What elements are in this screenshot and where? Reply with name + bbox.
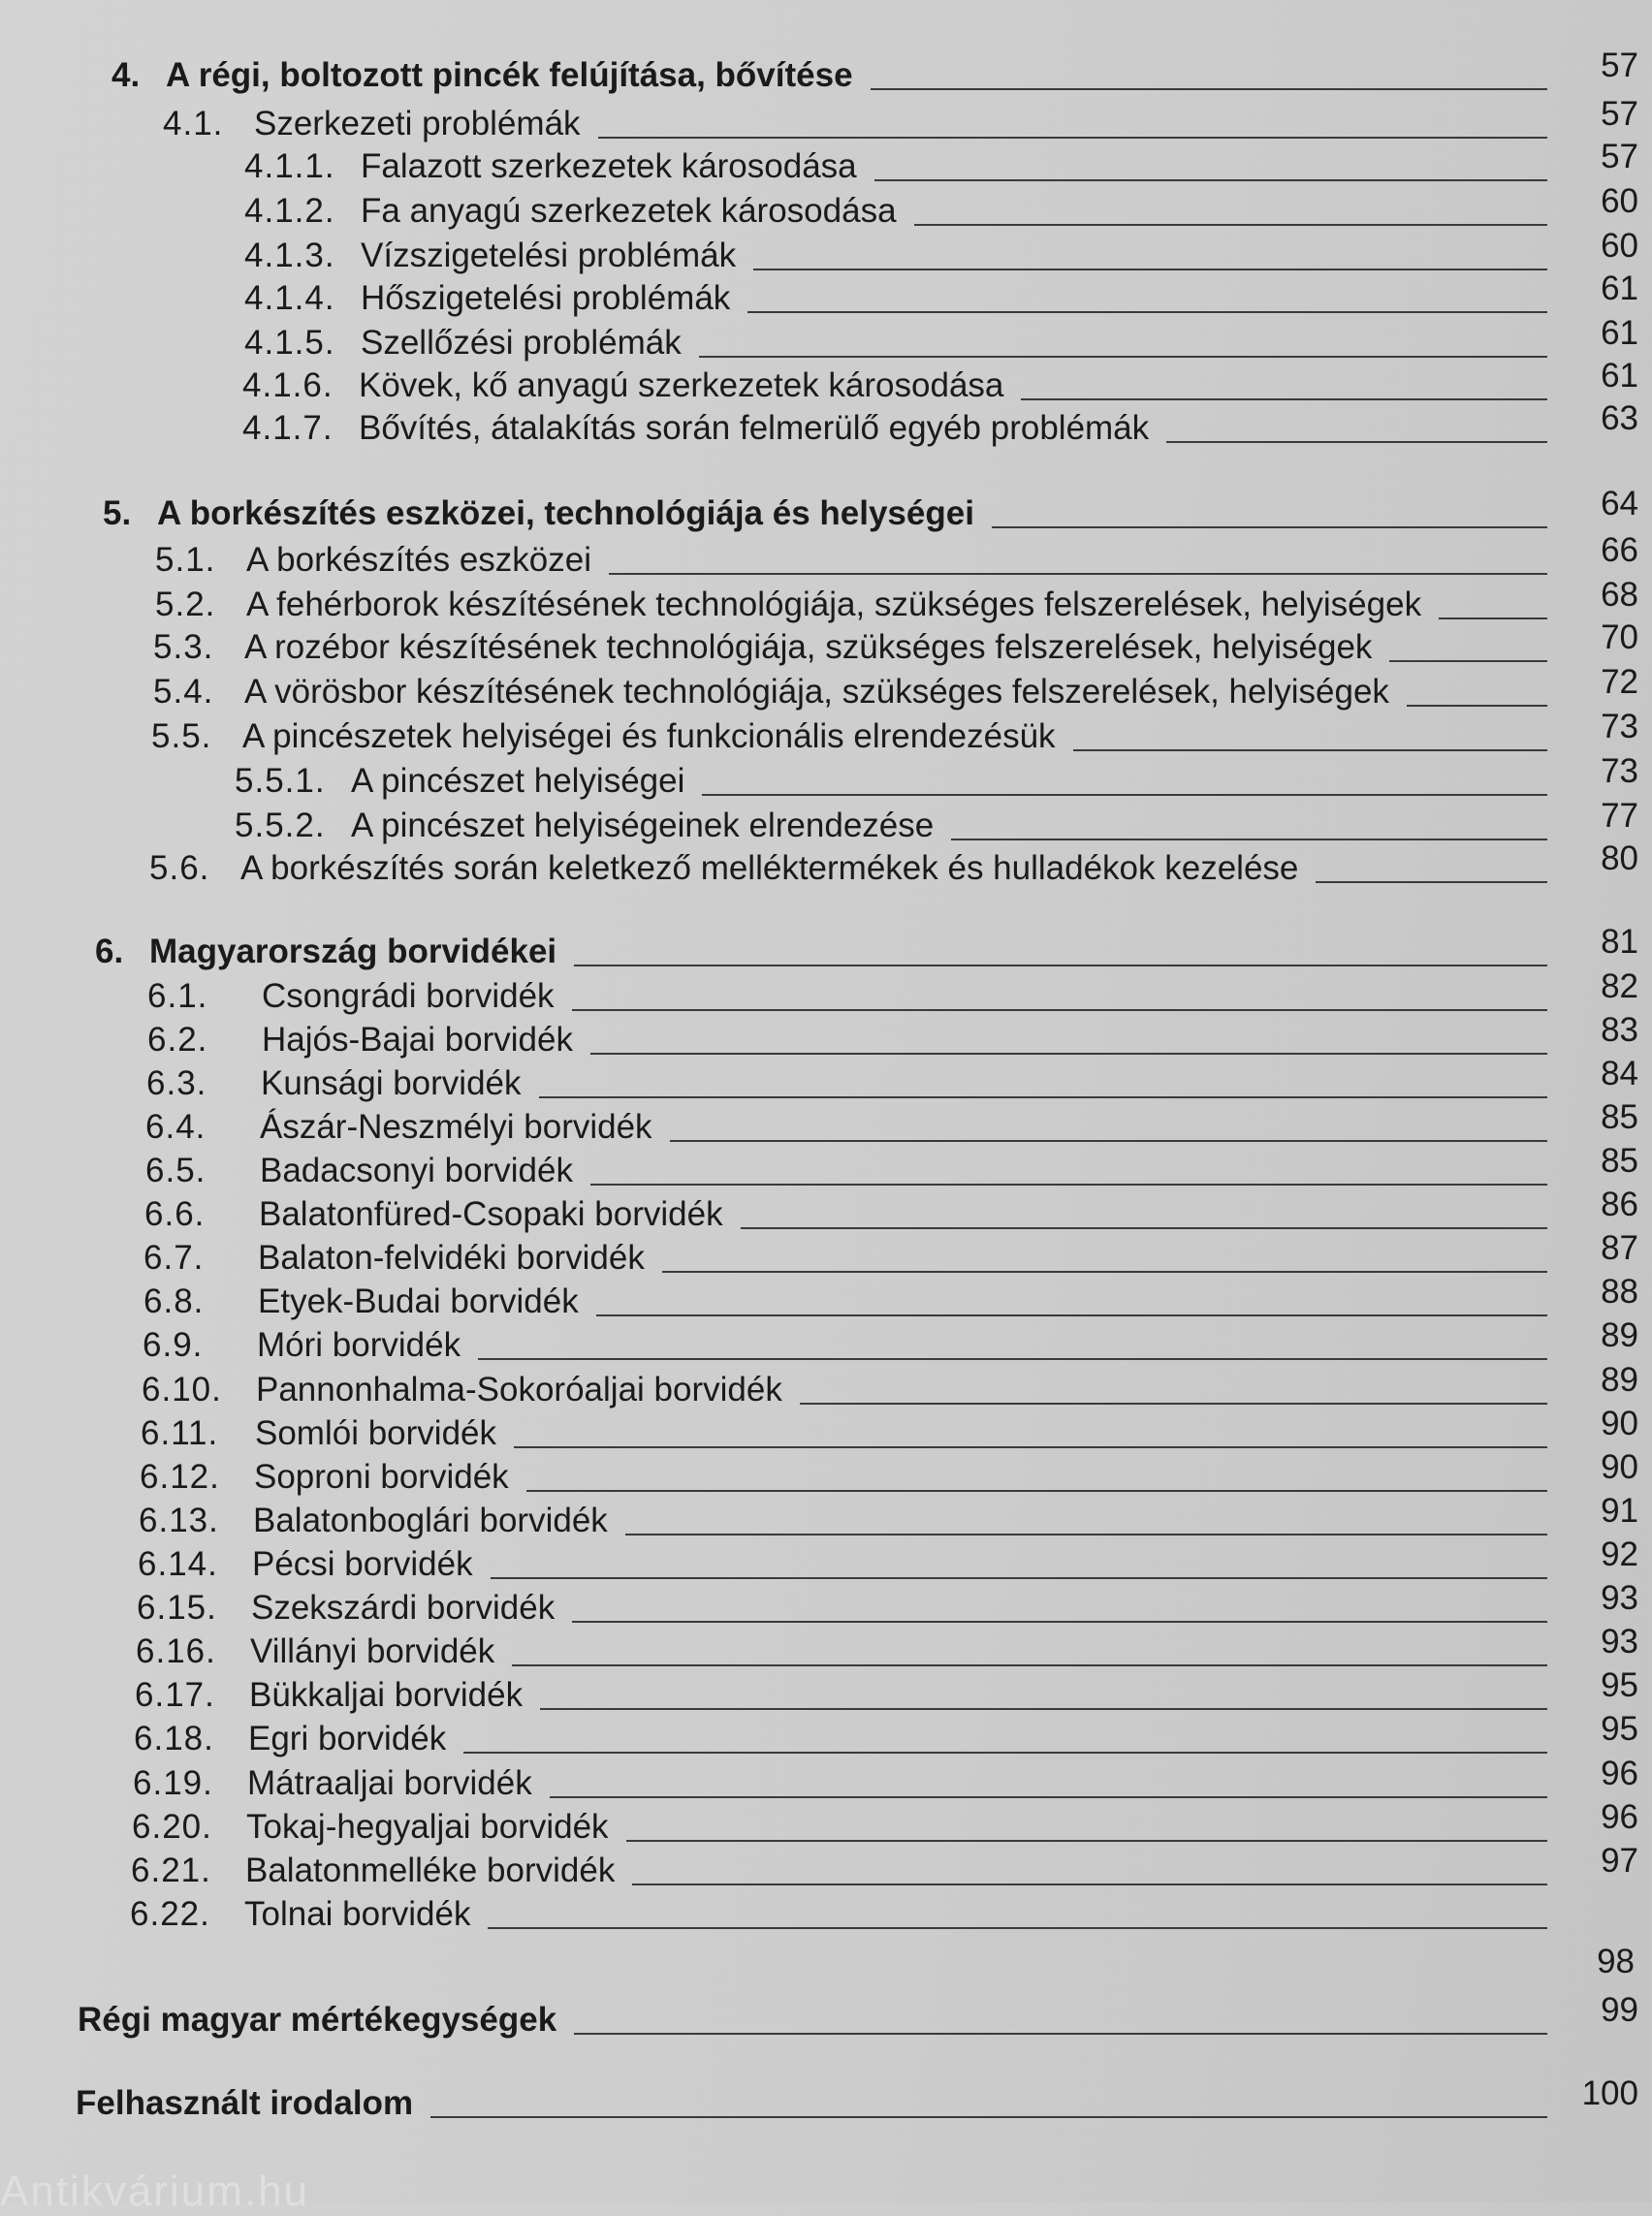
toc-number: 4.1.2. xyxy=(244,192,335,230)
toc-title: Magyarország borvidékei xyxy=(149,933,557,970)
toc-page: 85 xyxy=(1601,1142,1638,1180)
leader-line xyxy=(491,1577,1547,1579)
leader-line xyxy=(514,1446,1547,1448)
toc-number: 6.11. xyxy=(141,1414,219,1452)
toc-page: 82 xyxy=(1601,967,1638,1005)
leader-line xyxy=(598,137,1547,139)
toc-number: 6.8. xyxy=(143,1282,205,1320)
toc-title: A rozébor készítésének technológiája, szükséges felszerelések, helyiségek xyxy=(244,628,1373,666)
toc-page: 61 xyxy=(1601,314,1638,352)
leader-line xyxy=(914,224,1547,226)
toc-number: 5.5. xyxy=(151,717,212,755)
toc-page: 86 xyxy=(1601,1186,1638,1223)
toc-number: 5.4. xyxy=(153,673,214,711)
toc-page: 81 xyxy=(1601,923,1638,961)
toc-entry-6-12 xyxy=(140,1448,1638,1499)
toc-number: 5.3. xyxy=(153,628,214,666)
toc-number: 6.17. xyxy=(135,1676,215,1714)
toc-title: Somlói borvidék xyxy=(255,1414,496,1452)
toc-page: 64 xyxy=(1601,485,1638,522)
toc-title: Falazott szerkezetek károsodása xyxy=(361,147,857,185)
toc-entry-6-1 xyxy=(147,967,1638,1018)
toc-number: 5.5.2. xyxy=(235,807,326,844)
toc-title: Ászár-Neszmélyi borvidék xyxy=(260,1108,652,1146)
toc-page: 70 xyxy=(1601,618,1638,656)
toc-page: 98 xyxy=(1597,1943,1635,1980)
toc-page: 77 xyxy=(1601,797,1638,835)
leader-line xyxy=(1316,881,1547,883)
toc-page: 88 xyxy=(1601,1273,1638,1311)
leader-line xyxy=(662,1271,1547,1273)
toc-title: Badacsonyi borvidék xyxy=(260,1152,573,1189)
toc-number: 6.19. xyxy=(133,1764,213,1802)
toc-page: 63 xyxy=(1601,399,1638,437)
toc-title: Hőszigetelési problémák xyxy=(361,279,731,317)
toc-number: 4.1.4. xyxy=(244,279,335,317)
leader-line xyxy=(871,88,1547,90)
toc-page: 57 xyxy=(1601,47,1638,84)
toc-number: 4. xyxy=(111,56,141,94)
leader-line xyxy=(590,1053,1547,1055)
toc-page: 60 xyxy=(1601,182,1638,220)
toc-page: 95 xyxy=(1601,1666,1638,1704)
toc-entry-6-20 xyxy=(132,1798,1638,1849)
leader-line xyxy=(1389,660,1547,662)
toc-entry-6-4 xyxy=(145,1098,1638,1149)
leader-line xyxy=(1439,617,1547,619)
toc-entry-4-1-4 xyxy=(244,269,1638,320)
toc-entry-5-6 xyxy=(149,839,1638,890)
toc-page: 57 xyxy=(1601,138,1638,175)
toc-number: 6.2. xyxy=(147,1021,208,1059)
toc-title: Régi magyar mértékegységek xyxy=(78,2001,557,2039)
toc-page: 91 xyxy=(1601,1492,1638,1530)
toc-page: 57 xyxy=(1601,95,1638,133)
toc-page: 66 xyxy=(1601,531,1638,569)
toc-entry-6-6 xyxy=(144,1186,1638,1236)
toc-number: 6.3. xyxy=(146,1064,207,1102)
toc-chapter-4 xyxy=(111,47,1638,97)
toc-number: 6.1. xyxy=(147,977,208,1015)
toc-page: 85 xyxy=(1601,1098,1638,1136)
toc-page: 89 xyxy=(1601,1316,1638,1354)
toc-entry-6-19 xyxy=(133,1755,1638,1805)
toc-title: Vízszigetelési problémák xyxy=(361,237,737,274)
toc-number: 4.1.5. xyxy=(244,324,335,362)
toc-entry-6-11 xyxy=(141,1405,1638,1455)
watermark-text: Antikvárium.hu xyxy=(0,2168,310,2215)
leader-line xyxy=(741,1227,1547,1229)
leader-line xyxy=(626,1840,1547,1842)
toc-entry-4-1-3 xyxy=(244,227,1638,277)
toc-title: Pécsi borvidék xyxy=(252,1545,473,1583)
toc-title: Kövek, kő anyagú szerkezetek károsodása xyxy=(359,366,1004,404)
toc-entry-6-10 xyxy=(142,1361,1638,1411)
leader-line xyxy=(1073,749,1547,751)
toc-title: Szekszárdi borvidék xyxy=(251,1589,556,1627)
toc-page: 72 xyxy=(1601,663,1638,701)
leader-line xyxy=(590,1184,1547,1186)
toc-entry-5-4 xyxy=(153,663,1638,713)
toc-entry-4-1 xyxy=(163,95,1638,145)
toc-number: 6.20. xyxy=(132,1808,212,1846)
toc-number: 6. xyxy=(95,933,124,970)
leader-line xyxy=(574,2033,1547,2035)
toc-title: Hajós-Bajai borvidék xyxy=(262,1021,573,1059)
toc-entry-6-5 xyxy=(145,1142,1638,1192)
toc-entry-6-9 xyxy=(143,1316,1638,1367)
toc-entry-6-2 xyxy=(147,1011,1638,1061)
toc-entry-6-17 xyxy=(135,1666,1638,1717)
toc-number: 6.9. xyxy=(143,1326,204,1364)
toc-title: A borkészítés során keletkező melléktermékek és hulladékok kezelése xyxy=(240,849,1299,887)
toc-title: Kunsági borvidék xyxy=(261,1064,522,1102)
toc-title: Balatonfüred-Csopaki borvidék xyxy=(259,1195,723,1233)
toc-page: 96 xyxy=(1601,1798,1638,1836)
leader-line xyxy=(488,1927,1547,1929)
leader-line xyxy=(512,1664,1547,1666)
toc-entry-5-2 xyxy=(155,576,1638,626)
toc-page: 83 xyxy=(1601,1011,1638,1049)
toc-title: Egri borvidék xyxy=(248,1720,447,1757)
toc-entry-4-1-2 xyxy=(244,182,1638,233)
toc-page: 87 xyxy=(1601,1229,1638,1267)
toc-title: Szellőzési problémák xyxy=(361,324,682,362)
toc-number: 5.6. xyxy=(149,849,210,887)
toc-title: A vörösbor készítésének technológiája, szükséges felszerelések, helyiségek xyxy=(244,673,1389,711)
toc-title: Balatonboglári borvidék xyxy=(253,1502,608,1539)
toc-entry-6-3 xyxy=(146,1055,1638,1105)
toc-entry-6-21 xyxy=(131,1842,1638,1892)
toc-number: 5.1. xyxy=(155,541,216,579)
toc-page: 93 xyxy=(1601,1623,1638,1661)
toc-number: 6.14. xyxy=(138,1545,218,1583)
leader-line xyxy=(539,1096,1548,1098)
toc-number: 6.21. xyxy=(131,1852,211,1889)
toc-number: 6.5. xyxy=(145,1152,206,1189)
toc-back-matter-literature xyxy=(76,2074,1638,2125)
toc-page: 90 xyxy=(1601,1448,1638,1486)
leader-line xyxy=(463,1752,1547,1754)
toc-chapter-5 xyxy=(103,485,1638,535)
toc-title: Mátraaljai borvidék xyxy=(247,1764,532,1802)
toc-page: 93 xyxy=(1601,1579,1638,1617)
toc-page: 97 xyxy=(1601,1842,1638,1880)
toc-title: Tokaj-hegyaljai borvidék xyxy=(246,1808,609,1846)
toc-page: 100 xyxy=(1581,2074,1638,2112)
toc-entry-6-7 xyxy=(143,1229,1638,1280)
toc-title: Csongrádi borvidék xyxy=(262,977,555,1015)
leader-line xyxy=(1021,398,1547,400)
leader-line xyxy=(699,356,1547,358)
leader-line xyxy=(1407,705,1547,707)
toc-entry-6-16 xyxy=(136,1623,1638,1673)
leader-line xyxy=(747,311,1547,313)
toc-entry-4-1-6 xyxy=(242,357,1638,407)
toc-title: Móri borvidék xyxy=(257,1326,461,1364)
toc-number: 5.5.1. xyxy=(235,762,326,800)
leader-line xyxy=(609,573,1547,575)
toc-page: 95 xyxy=(1601,1710,1638,1748)
toc-number: 6.6. xyxy=(144,1195,206,1233)
leader-line xyxy=(572,1009,1547,1011)
leader-line xyxy=(550,1796,1547,1798)
toc-title: Felhasznált irodalom xyxy=(76,2084,414,2122)
leader-line xyxy=(572,1621,1547,1623)
toc-title: Szerkezeti problémák xyxy=(254,105,581,142)
toc-title: A borkészítés eszközei xyxy=(246,541,591,579)
leader-line xyxy=(625,1534,1547,1535)
toc-page: 80 xyxy=(1601,839,1638,877)
toc-chapter-6 xyxy=(95,923,1638,973)
toc-title: A pincészet helyiségei xyxy=(351,762,685,800)
toc-number: 6.13. xyxy=(139,1502,219,1539)
toc-entry-6-22 xyxy=(130,1893,1555,1936)
toc-title: A pincészetek helyiségei és funkcionális elrendezésük xyxy=(242,717,1056,755)
toc-entry-5-5 xyxy=(151,708,1638,758)
toc-number: 4.1.6. xyxy=(242,366,334,404)
leader-line xyxy=(992,526,1547,528)
leader-line xyxy=(526,1490,1547,1492)
toc-title: Balaton-felvidéki borvidék xyxy=(258,1239,645,1277)
leader-line xyxy=(670,1140,1547,1142)
toc-number: 5.2. xyxy=(155,586,216,623)
toc-title: Etyek-Budai borvidék xyxy=(258,1282,579,1320)
toc-number: 6.15. xyxy=(137,1589,217,1627)
toc-title: A régi, boltozott pincék felújítása, bővítése xyxy=(166,56,853,94)
leader-line xyxy=(632,1884,1547,1885)
toc-page: 73 xyxy=(1601,752,1638,790)
toc-page: 73 xyxy=(1601,708,1638,745)
toc-title: Villányi borvidék xyxy=(250,1632,495,1670)
leader-line xyxy=(951,839,1547,840)
toc-page: 99 xyxy=(1601,1991,1638,2029)
toc-number: 5. xyxy=(103,494,132,532)
toc-page: 90 xyxy=(1601,1405,1638,1442)
toc-number: 4.1.7. xyxy=(242,409,334,447)
toc-entry-6-14 xyxy=(138,1535,1638,1586)
toc-title: Fa anyagú szerkezetek károsodása xyxy=(361,192,897,230)
toc-number: 6.18. xyxy=(134,1720,214,1757)
toc-page: 68 xyxy=(1601,576,1638,614)
toc-title: Soproni borvidék xyxy=(254,1458,509,1496)
toc-number: 6.12. xyxy=(140,1458,220,1496)
toc-entry-6-18 xyxy=(134,1710,1638,1760)
toc-title: Balatonmelléke borvidék xyxy=(245,1852,616,1889)
toc-number: 4.1.1. xyxy=(244,147,335,185)
leader-line xyxy=(574,965,1547,966)
leader-line xyxy=(596,1314,1547,1316)
toc-entry-4-1-1 xyxy=(244,138,1638,188)
toc-entry-4-1-5 xyxy=(244,314,1638,364)
toc-entry-5-1 xyxy=(155,531,1638,582)
toc-page: 60 xyxy=(1601,227,1638,265)
leader-line xyxy=(874,179,1547,181)
leader-line xyxy=(1166,441,1547,443)
toc-title: A borkészítés eszközei, technológiája és helységei xyxy=(157,494,974,532)
toc-entry-5-5-1 xyxy=(235,752,1638,803)
toc-title: Bővítés, átalakítás során felmerülő egyéb problémák xyxy=(359,409,1150,447)
toc-entry-6-13 xyxy=(139,1492,1638,1542)
toc-number: 6.16. xyxy=(136,1632,216,1670)
toc-entry-4-1-7 xyxy=(242,399,1638,450)
toc-title: A fehérborok készítésének technológiája, szükséges felszerelések, helyiségek xyxy=(246,586,1422,623)
toc-number: 4.1. xyxy=(163,105,224,142)
toc-title: Pannonhalma-Sokoróaljai borvidék xyxy=(256,1371,782,1409)
toc-page: 96 xyxy=(1601,1755,1638,1792)
leader-line xyxy=(753,269,1547,270)
toc-page: 89 xyxy=(1601,1361,1638,1399)
toc-back-matter-units xyxy=(78,1991,1638,2042)
leader-line xyxy=(702,794,1547,796)
toc-number: 6.10. xyxy=(142,1371,222,1409)
toc-number: 6.7. xyxy=(143,1239,205,1277)
toc-page: 92 xyxy=(1601,1535,1638,1573)
toc-number: 4.1.3. xyxy=(244,237,335,274)
toc-entry-5-5-2 xyxy=(235,797,1638,847)
toc-title: Tolnai borvidék xyxy=(244,1895,471,1933)
toc-page: 61 xyxy=(1601,357,1638,395)
leader-line xyxy=(540,1708,1547,1710)
toc-title: Bükkaljai borvidék xyxy=(249,1676,524,1714)
toc-number: 6.22. xyxy=(130,1895,210,1933)
toc-title: A pincészet helyiségeinek elrendezése xyxy=(351,807,935,844)
toc-number: 6.4. xyxy=(145,1108,206,1146)
leader-line xyxy=(800,1403,1547,1405)
toc-page: 84 xyxy=(1601,1055,1638,1092)
leader-line xyxy=(430,2116,1547,2118)
toc-entry-6-8 xyxy=(143,1273,1638,1323)
toc-page: 61 xyxy=(1601,269,1638,307)
toc-entry-6-15 xyxy=(137,1579,1638,1630)
leader-line xyxy=(478,1358,1547,1360)
toc-entry-5-3 xyxy=(153,618,1638,669)
